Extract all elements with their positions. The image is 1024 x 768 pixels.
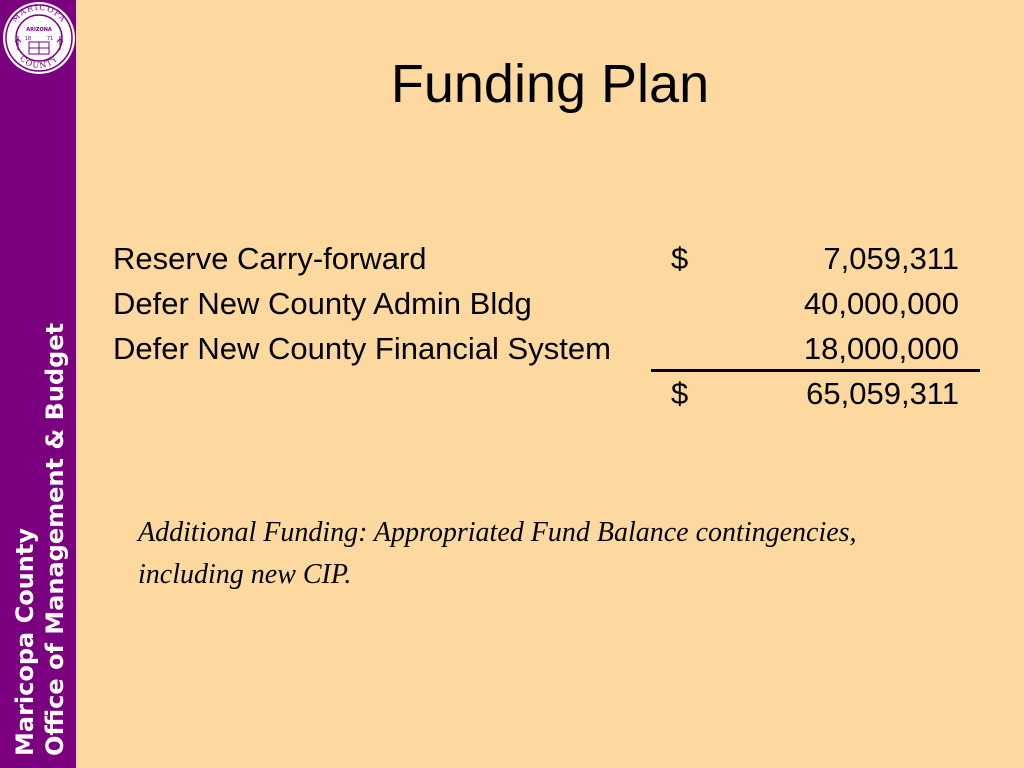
table-row: [113, 326, 983, 371]
sidebar-line-county: Maricopa County: [11, 528, 39, 756]
total-underline: [651, 369, 980, 372]
row-label: Reserve Carry-forward: [113, 241, 427, 276]
sidebar: [0, 0, 76, 768]
row-amount: 40,000,000: [803, 286, 959, 321]
row-label: Defer New County Financial System: [113, 331, 611, 366]
row-label: Defer New County Admin Bldg: [113, 286, 532, 321]
row-amount: 18,000,000: [803, 331, 959, 366]
seal-center-text: ARIZONA: [26, 27, 52, 33]
row-amount: 7,059,311: [823, 241, 959, 276]
seal-bottom-text: COUNTY: [17, 53, 61, 71]
county-seal-icon: [1, 0, 77, 76]
row-amount: 65,059,311: [806, 376, 959, 411]
seal-year-left: 18: [24, 36, 32, 42]
row-dollar: $: [671, 241, 689, 276]
row-dollar: $: [671, 376, 689, 411]
additional-funding-note: Additional Funding: Appropriated Fund Balance contingencies, including new CIP.: [138, 517, 857, 590]
table-row: [113, 236, 983, 281]
table-total-row: [113, 371, 983, 416]
sidebar-caption: [10, 256, 70, 756]
funding-table: [113, 236, 983, 416]
slide-title: Funding Plan: [390, 54, 710, 114]
seal-year-right: 71: [46, 36, 54, 42]
table-row: [113, 281, 983, 326]
seal-top-text: MARICOPA: [9, 2, 69, 25]
sidebar-line-office: Office of Management & Budget: [41, 322, 69, 756]
